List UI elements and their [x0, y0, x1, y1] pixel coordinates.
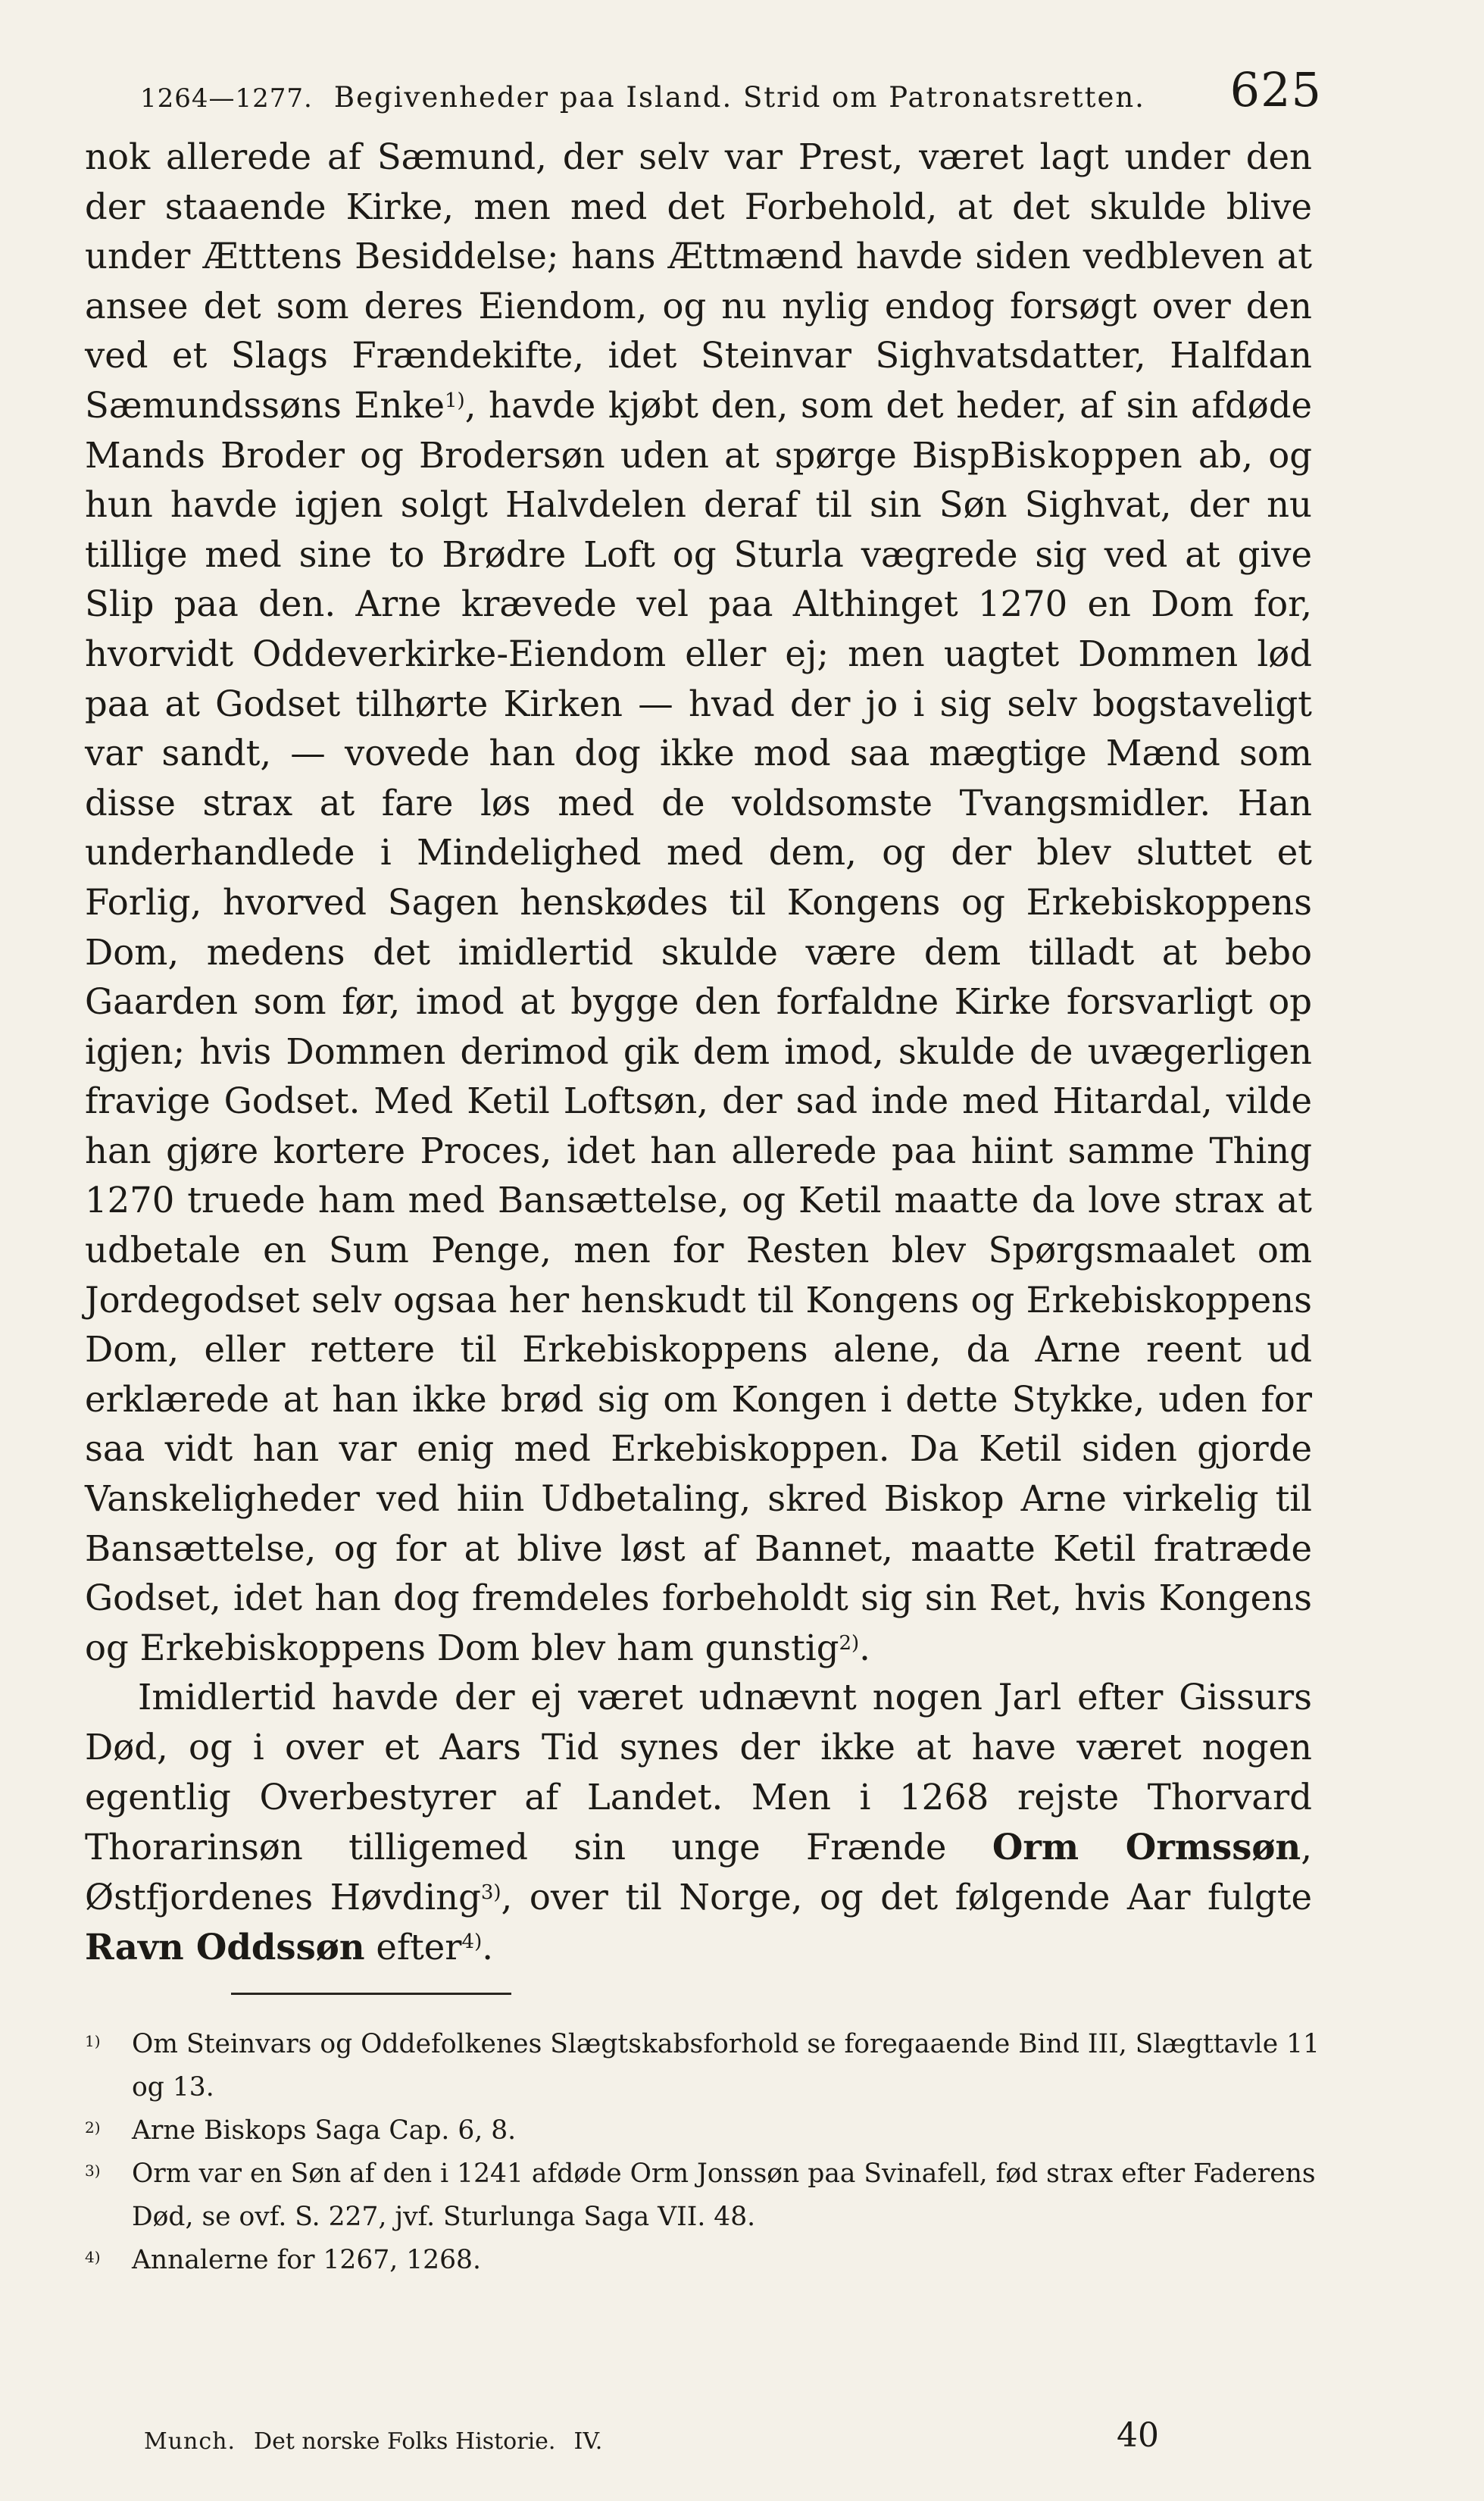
footer-signature: 40 [1117, 2416, 1159, 2455]
paragraph [85, 133, 1312, 1673]
footnote-text: Annalerne for 1267, 1268. [132, 2245, 481, 2275]
text-run: Imidlertid havde der ej været udnævnt nogen Jarl efter Gissurs Død, og i over et Aars Tid synes der ikke at have været nogen egentlig Overbestyrer af Landet. Men i 1268 rejste Thorvard Thorarinsøn tilligemed sin unge Frænde [85, 1677, 1312, 1868]
footnote [85, 2023, 1327, 2109]
footnote-text: Om Steinvars og Oddefolkenes Slægtskabsforhold se foregaaende Bind III, Slægttavle 11 og 13. [132, 2029, 1320, 2102]
main-text [85, 133, 1312, 1973]
header-year-range: 1264—1277. [140, 83, 313, 114]
person-name: Ravn Oddssøn [85, 1926, 365, 1968]
footnote-marker [85, 2239, 101, 2282]
footnote-reference: 1) [445, 389, 465, 412]
person-name: Orm Ormssøn [992, 1826, 1301, 1868]
footnote-reference: 2) [839, 1631, 860, 1655]
running-header [140, 53, 1322, 117]
text-run: nok allerede af Sæmund, der selv var Prest, været lagt under den der staaende Kirke, men med det Forbehold, at det skulde blive under Ætttens Besiddelse; hans Ættmænd havde siden vedbleven at ansee det som deres Eiendom, og nu nylig endog forsøgt over den ved et Slags Frændekifte, idet Steinvar Sighvatsdatter, Halfdan Sæmundssøns Enke [85, 136, 1312, 426]
footer-volume: IV. [573, 2428, 603, 2455]
footnote-number: 4) [85, 2248, 101, 2266]
footnote-number: 2) [85, 2118, 101, 2137]
text-run: , over til Norge, og det følgende Aar fulgte [501, 1876, 1312, 1918]
paragraph [85, 1673, 1312, 1973]
footer-editor: Munch. [144, 2428, 236, 2455]
text-run: . [482, 1927, 493, 1968]
footnote-marker [85, 2109, 101, 2152]
footnotes [85, 2023, 1327, 2282]
footnote [85, 2152, 1327, 2239]
footnote-divider [231, 1993, 511, 1995]
footnote-marker [85, 2023, 101, 2066]
footnote-reference: 3) [480, 1880, 501, 1904]
footnote-number: 1) [85, 2032, 101, 2050]
footnote [85, 2109, 1327, 2152]
page-number: 625 [1229, 62, 1322, 117]
text-run: , havde kjøbt den, som det heder, af sin afdøde Mands Broder og Brodersøn uden at spørge Bisp [85, 384, 1312, 476]
footnote-text: Orm var en Søn af den i 1241 afdøde Orm Jonssøn paa Svinafell, fød strax efter Faderens Død, se ovf. S. 227, jvf. Sturlunga Saga VII. 48. [132, 2159, 1316, 2232]
footnote-number: 3) [85, 2162, 101, 2180]
footnote-text: Arne Biskops Saga Cap. 6, 8. [132, 2115, 517, 2146]
footnote-marker [85, 2152, 101, 2196]
spaced-word: Biskoppen [989, 434, 1183, 476]
footnote-reference: 4) [461, 1930, 483, 1954]
text-run: efter [364, 1927, 462, 1968]
footer-work: Det norske Folks Historie. [254, 2428, 556, 2455]
page-footer [144, 2409, 1326, 2455]
header-title: Begivenheder paa Island. Strid om Patronatsretten. [333, 81, 1145, 114]
text-run: , Østfjordenes Høvding [85, 1827, 1312, 1918]
text-run: . [859, 1627, 870, 1668]
footnote [85, 2239, 1327, 2282]
text-run: ab, og hun havde igjen solgt Halvdelen deraf til sin Søn Sighvat, der nu tillige med sine to Brødre Loft og Sturla vægrede sig ved at give Slip paa den. Arne krævede vel paa Althinget 1270 en Dom for, hvorvidt Oddeverkirke-Eiendom eller ej; men uagtet Dommen lød paa at Godset tilhørte Kirken — hvad der jo i sig selv bogstaveligt var sandt, — vovede han dog ikke mod saa mægtige Mænd som disse strax at fare løs med de voldsomste Tvangsmidler. Han underhandlede i Mindelighed med dem, og der blev sluttet et Forlig, hvorved Sagen henskødes til Kongens og Erkebiskoppens Dom, medens det imidlertid skulde være dem tilladt at bebo Gaarden som før, imod at bygge den forfaldne Kirke forsvarligt op igjen; hvis Dommen derimod gik dem imod, skulde de uvægerligen fravige Godset. Med Ketil Loftsøn, der sad inde med Hitardal, vilde han gjøre kortere Proces, idet han allerede paa hiint samme Thing 1270 truede ham med Bansættelse, og Ketil maatte da love strax at udbetale en Sum Penge, men for Resten blev Spørgsmaalet om Jordegodset selv ogsaa her henskudt til Kongens og Erkebiskoppens Dom, eller rettere til Erkebiskoppens alene, da Arne reent ud erklærede at han ikke brød sig om Kongen i dette Stykke, uden for saa vidt han var enig med Erkebiskoppen. Da Ketil siden gjorde Vanskeligheder ved hiin Udbetaling, skred Biskop Arne virkelig til Bansættelse, og for at blive løst af Bannet, maatte Ketil fratræde Godset, idet han dog fremdeles forbeholdt sig sin Ret, hvis Kongens og Erkebiskoppens Dom blev ham gunstig [85, 434, 1312, 1668]
